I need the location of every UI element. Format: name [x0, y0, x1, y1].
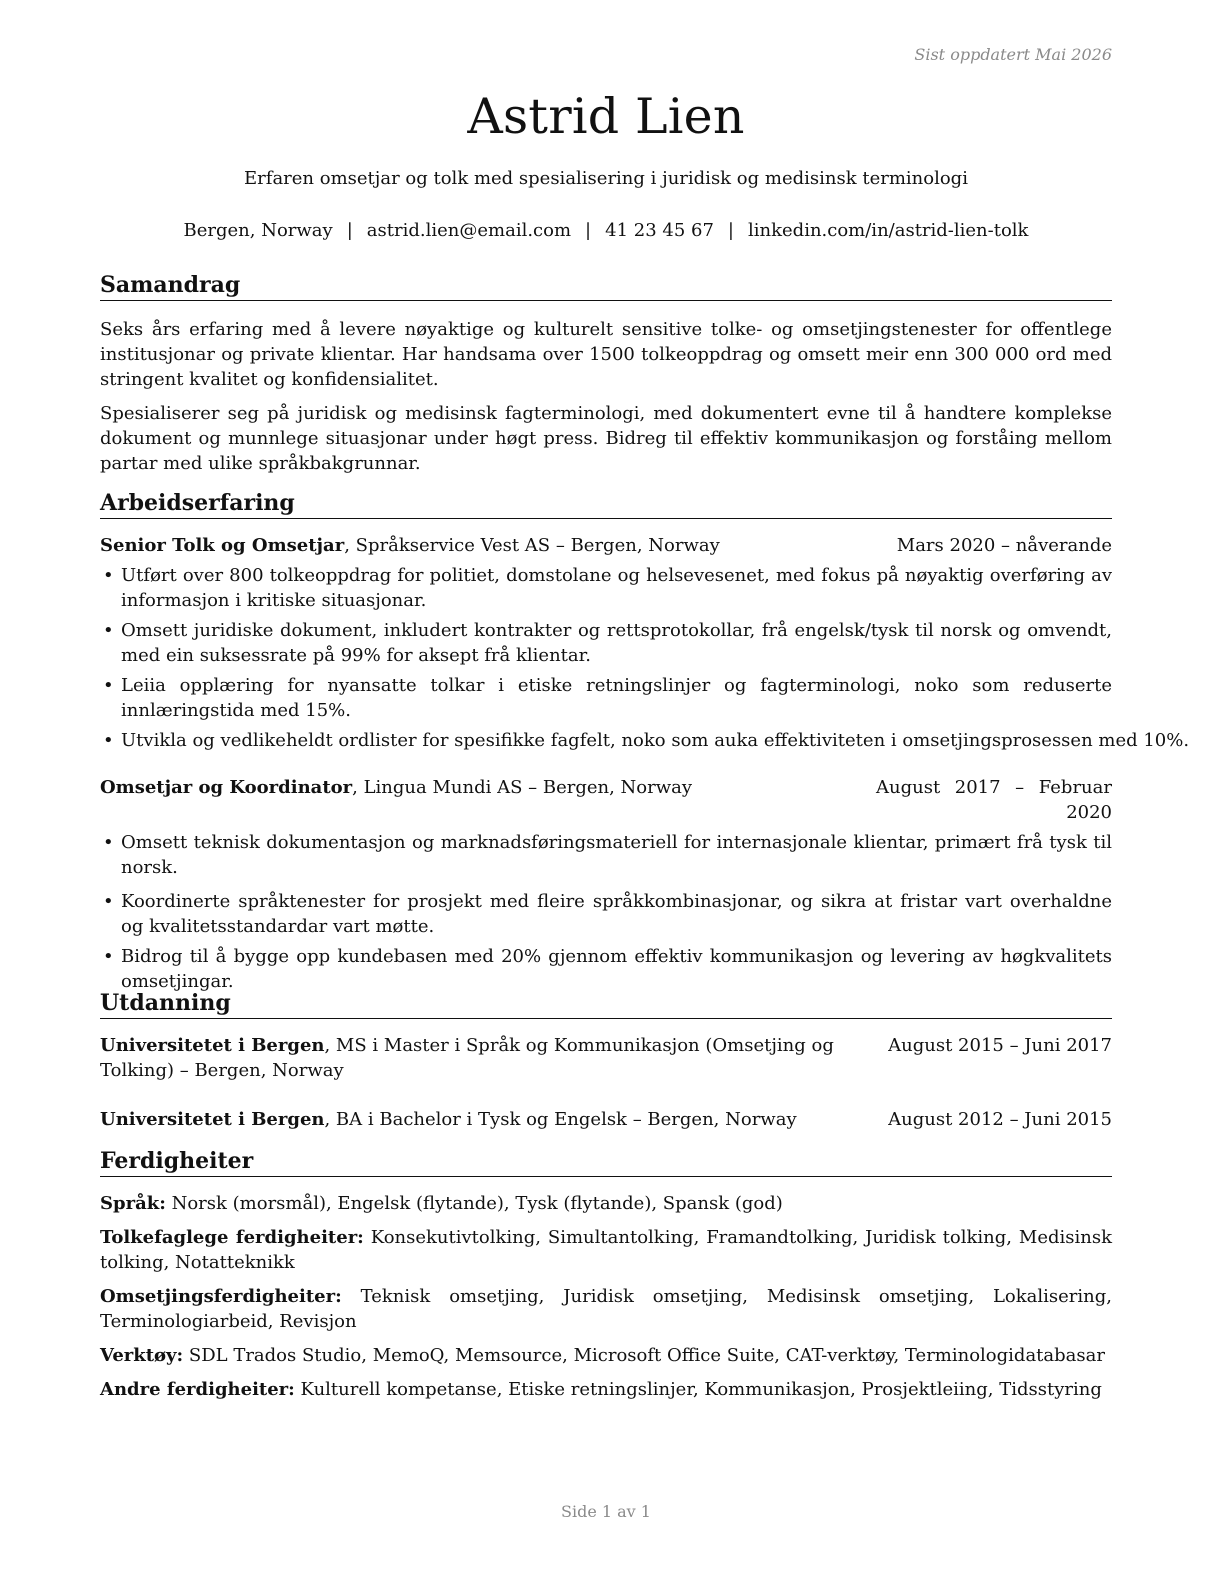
list-item: • Bidrog til å bygge opp kundebasen med 20% gjennom effektiv kommunikasjon og levering av høgkvalitets omsetjingar.	[103, 946, 1112, 992]
contact-separator: |	[346, 220, 353, 241]
list-item: • Utført over 800 tolkeoppdrag for politiet, domstolane og helsevesenet, med fokus på nøyaktig overføring av informasjon i kritiske situasjonar.	[103, 565, 1112, 611]
contact-line	[0, 220, 1212, 241]
skill-value: Teknisk omsetjing, Juridisk omsetjing, Medisinsk omsetjing, Lokalisering, Terminologiarbeid, Revisjon	[100, 1286, 1112, 1332]
skill-value: SDL Trados Studio, MemoQ, Memsource, Microsoft Office Suite, CAT-verktøy, Terminologidatabasar	[183, 1345, 1105, 1366]
job-company: , Språkservice Vest AS – Bergen, Norway	[344, 535, 720, 556]
bullet-icon: •	[103, 675, 114, 696]
skill-line	[100, 1225, 1112, 1275]
skill-line	[100, 1377, 1112, 1402]
summary-paragraph: Spesialiserer seg på juridisk og medisinsk fagterminologi, med dokumentert evne til å handtere komplekse dokument og munnlege situasjonar under høgt press. Bidreg til effektiv kommunikasjon og forståing mellom partar med ulike språkbakgrunnar.	[100, 403, 1112, 474]
job-title	[100, 775, 692, 825]
job-header	[100, 533, 1112, 558]
job-title	[100, 533, 720, 558]
contact-linkedin[interactable]: linkedin.com/in/astrid-lien-tolk	[748, 220, 1029, 241]
page-number: Side 1 av 1	[561, 1502, 651, 1521]
bullet-icon: •	[103, 620, 114, 641]
education-entry	[100, 1033, 1112, 1083]
skill-value: Konsekutivtolking, Simultantolking, Framandtolking, Juridisk tolking, Medisinsk tolking, Notatteknikk	[100, 1227, 1112, 1273]
job-bullets	[100, 830, 1112, 994]
contact-phone: 41 23 45 67	[605, 220, 714, 241]
contact-separator: |	[727, 220, 734, 241]
skill-label: Språk:	[100, 1193, 166, 1214]
experience-section	[100, 490, 1190, 994]
contact-location: Bergen, Norway	[183, 220, 333, 241]
bullet-icon: •	[103, 946, 114, 967]
job-dates: Mars 2020 – nåverande	[896, 535, 1112, 556]
summary-section	[100, 272, 1112, 476]
education-title	[100, 1107, 797, 1132]
bullet-icon: •	[103, 832, 114, 853]
job-role: Senior Tolk og Omsetjar	[100, 535, 345, 556]
job-company: , Lingua Mundi AS – Bergen, Norway	[352, 777, 693, 798]
education-degree: , BA i Bachelor i Tysk og Engelsk – Bergen, Norway	[324, 1109, 797, 1130]
education-school: Universitetet i Bergen	[100, 1109, 325, 1130]
education-dates: August 2015 – Juni 2017	[888, 1035, 1112, 1056]
education-title	[100, 1033, 880, 1083]
skill-value: Kulturell kompetanse, Etiske retningslinjer, Kommunikasjon, Prosjektleiing, Tidsstyring	[294, 1379, 1102, 1400]
skill-label: Verktøy:	[100, 1345, 184, 1366]
contact-separator: |	[585, 220, 592, 241]
job-header	[100, 775, 1112, 825]
list-item: • Koordinerte språktenester for prosjekt med fleire språkkombinasjonar, og sikra at fristar vart overhaldne og kvalitetsstandardar vart møtte.	[103, 891, 1112, 937]
skill-label: Tolkefaglege ferdigheiter:	[100, 1227, 364, 1248]
job-entry	[100, 533, 1190, 753]
skill-value: Norsk (morsmål), Engelsk (flytande), Tysk (flytande), Spansk (god)	[165, 1193, 783, 1214]
education-dates: August 2012 – Juni 2015	[888, 1109, 1112, 1130]
education-school: Universitetet i Bergen	[100, 1035, 325, 1056]
education-degree: , MS i Master i Språk og Kommunikasjon (Omsetjing og Tolking) – Bergen, Norway	[100, 1035, 834, 1081]
person-name: Astrid Lien	[467, 88, 745, 145]
education-section	[100, 990, 1112, 1132]
list-item: • Utvikla og vedlikeheldt ordlister for spesifikke fagfelt, noko som auka effektiviteten i omsetjingsprosessen med 10%.	[103, 730, 1190, 751]
list-item: • Leiia opplæring for nyansatte tolkar i etiske retningslinjer og fagterminologi, noko som reduserte innlæringstida med 15%.	[103, 675, 1112, 721]
tagline: Erfaren omsetjar og tolk med spesialisering i juridisk og medisinsk terminologi	[244, 168, 968, 189]
contact-email[interactable]: astrid.lien@email.com	[366, 220, 572, 241]
bullet-icon: •	[103, 565, 114, 586]
skills-section	[100, 1148, 1112, 1402]
section-title-education: Utdanning	[100, 990, 1112, 1019]
section-title-experience: Arbeidserfaring	[100, 490, 1112, 519]
section-title-skills: Ferdigheiter	[100, 1148, 1112, 1177]
list-item: • Omsett teknisk dokumentasjon og marknadsføringsmateriell for internasjonale klientar, primært frå tysk til norsk.	[103, 832, 1112, 878]
job-dates: August 2017 – Februar 2020	[876, 777, 1112, 823]
bullet-icon: •	[103, 730, 114, 751]
job-bullets	[100, 563, 1190, 753]
skill-line	[100, 1343, 1112, 1368]
skill-line	[100, 1191, 1112, 1216]
education-entry	[100, 1107, 1112, 1132]
skill-label: Andre ferdigheiter:	[100, 1379, 295, 1400]
skill-line	[100, 1284, 1112, 1334]
job-entry	[100, 775, 1112, 994]
section-title-summary: Samandrag	[100, 272, 1112, 301]
bullet-icon: •	[103, 891, 114, 912]
summary-paragraph: Seks års erfaring med å levere nøyaktige og kulturelt sensitive tolke- og omsetjingstenester for offentlege institusjonar og private klientar. Har handsama over 1500 tolkeoppdrag og omsett meir enn 300 000 ord med stringent kvalitet og konfidensialitet.	[100, 319, 1112, 390]
job-role: Omsetjar og Koordinator	[100, 777, 353, 798]
last-updated: Sist oppdatert Mai 2026	[914, 45, 1112, 64]
skill-label: Omsetjingsferdigheiter:	[100, 1286, 342, 1307]
list-item: • Omsett juridiske dokument, inkludert kontrakter og rettsprotokollar, frå engelsk/tysk til norsk og omvendt, med ein suksessrate på 99% for aksept frå klientar.	[103, 620, 1112, 666]
